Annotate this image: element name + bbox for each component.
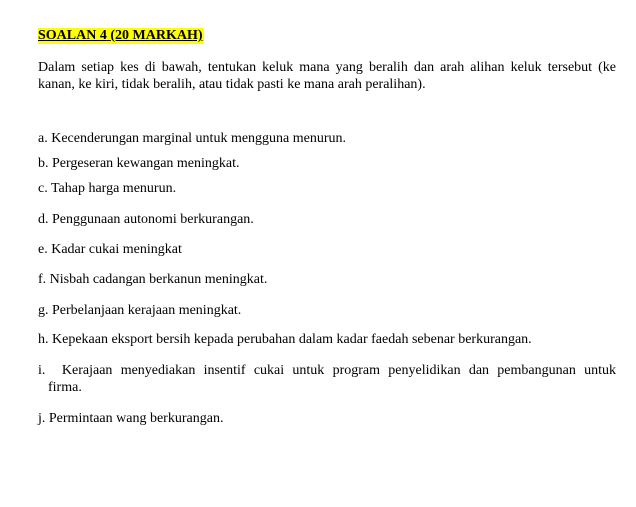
list-item-c: c. Tahap harga menurun.: [38, 181, 177, 196]
heading-highlight: [38, 28, 204, 44]
list-item-h: h. Kepekaan eksport bersih kepada perubahan dalam kadar faedah sebenar berkurangan.: [38, 332, 532, 347]
list-item-g: g. Perbelanjaan kerajaan meningkat.: [38, 303, 242, 318]
question-heading: [38, 27, 204, 44]
question-label: SOALAN 4: [38, 28, 107, 43]
question-instructions: Dalam setiap kes di bawah, tentukan keluk mana yang beralih dan arah alihan keluk tersebut (ke kanan, ke kiri, tidak beralih, atau tidak pasti ke mana arah peralihan).: [38, 60, 616, 92]
list-item-b: b. Pergeseran kewangan meningkat.: [38, 156, 240, 171]
list-item-i: [38, 362, 616, 396]
question-marks: (20 MARKAH): [110, 28, 203, 43]
list-item-i-line2: firma.: [48, 380, 82, 395]
list-item-d: d. Penggunaan autonomi berkurangan.: [38, 212, 254, 227]
list-item-f: f. Nisbah cadangan berkanun meningkat.: [38, 272, 268, 287]
list-item-i-line1: i. Kerajaan menyediakan insentif cukai untuk program penyelidikan dan pembangunan untuk: [38, 363, 616, 378]
list-item-a: a. Kecenderungan marginal untuk mengguna menurun.: [38, 131, 347, 146]
list-item-j: j. Permintaan wang berkurangan.: [38, 411, 224, 426]
list-item-e: e. Kadar cukai meningkat: [38, 242, 182, 257]
